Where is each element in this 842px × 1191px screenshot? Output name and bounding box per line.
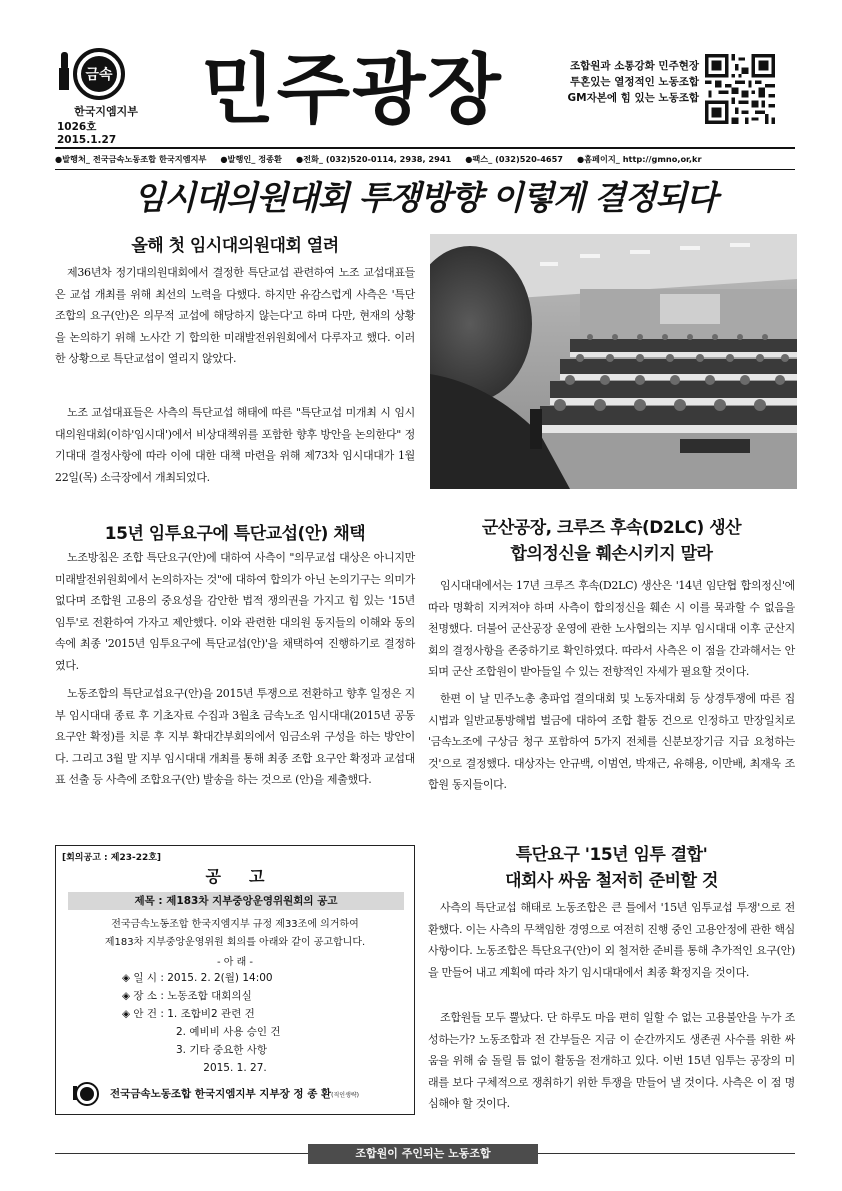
qr-code-icon [705, 54, 775, 124]
masthead [55, 45, 795, 148]
publisher: ●발행처_ 전국금속노동조합 한국지엠지부 [55, 153, 207, 164]
section-4-paragraph-2: 조합원들 모두 뿔났다. 단 하루도 마음 편히 일할 수 없는 고용불안을 누가 조성하는가? 노동조합과 전 간부들은 지금 이 순간까지도 생존권 사수를 위한 싸움을 위해 숨 돌릴 틈 없이 활동을 전개하고 있다. 이번 15년 임투는 공장의 미래를 보다 구체적으로 쟁취하기 위한 투쟁을 만들어 낼 것이다. 사측은 이 점 명심해야 할 것이다. [428, 1011, 795, 1110]
issuer: ●발행인_ 정종환 [220, 153, 282, 164]
notice-date: 2015. 1. 27. [203, 1062, 267, 1074]
union-seal-icon [70, 1082, 104, 1106]
publication-info-bar [55, 147, 795, 170]
section-1-paragraph-1: 제36년차 정기대의원대회에서 결정한 특단교섭 관련하여 노조 교섭대표들은 교섭 개최를 위해 최선의 노력을 다했다. 하지만 유감스럽게 사측은 '특단 조합의 요구(안)은 의무적 교섭에 해당하지 않는다'고 하며 다만, 현재의 상황을 논의하기 위해 노사간 기 합의한 미래발전위원회에서 다루자고 했다. 이러한 상황으로 특단교섭이 열리지 않았다. [55, 266, 415, 365]
assembly-meeting-photo [430, 234, 797, 489]
notice-agenda-2: 2. 예비비 사용 승인 건 [176, 1026, 281, 1038]
section-4-title [428, 842, 795, 894]
footer-slogan: 조합원이 주인되는 노동조합 [308, 1144, 538, 1164]
issue-number: 1026호 2015.1.27 [57, 121, 117, 146]
notice-reference: [회의공고 : 제23-22호] [62, 853, 162, 863]
section-3-paragraph-2: 한편 이 날 민주노총 총파업 결의대회 및 노동자대회 등 상경투쟁에 따른 집시법과 일반교통방해법 벌금에 대하여 조합 활동 건으로 인정하고 만장일치로 '금속노조에 구상금 청구 포함하여 5가지 전체를 신분보장기금 지급 요청하는 것'으로 결정했다. 대상자는 안규백, 이범연, 박재근, 유해용, 이만배, 최재욱 조합원 동지들이다. [428, 692, 795, 791]
notice-agenda-3: 3. 기타 중요한 사항 [176, 1044, 268, 1056]
meeting-notice-box [55, 845, 415, 1115]
section-4-paragraph-1: 사측의 특단교섭 해태로 노동조합은 큰 틀에서 '15년 임투교섭 투쟁'으로 전환했다. 이는 사측의 무책임한 경영으로 여전히 진행 중인 고용안정에 관한 핵심사항이다. 노동조합은 특단요구(안)이 외 철저한 준비를 통해 추가적인 요구(안)을 만들어 내고 계획에 따라 차기 임시대대에서 최종 확정지을 것이다. [428, 901, 795, 979]
phone: ●전화_ (032)520-0114, 2938, 2941 [295, 153, 452, 164]
notice-place-item: ◈ 장 소 : 노동조합 대회의실 [122, 990, 252, 1002]
notice-date-item: ◈ 일 시 : 2015. 2. 2(월) 14:00 [122, 972, 273, 984]
notice-signature-text: 전국금속노동조합 한국지엠지부 지부장 정 종 환 [110, 1088, 332, 1100]
union-logo [57, 48, 127, 100]
notice-title: 공고 [205, 867, 293, 886]
homepage-link[interactable]: ●홈페이지_ http://gmno,or,kr [576, 153, 702, 164]
newspaper-title-text: 민주광장 [201, 45, 503, 134]
notice-body-line-2: 제183차 지부중앙운영위원 회의를 아래와 같이 공고합니다. [104, 937, 366, 948]
section-4-title-line-1: 특단요구 '15년 임투 결합' [515, 845, 708, 865]
section-3-title-line-2: 합의정신을 훼손시키지 말라 [510, 544, 713, 564]
section-1-title: 올해 첫 임시대의원대회 열려 [131, 236, 339, 256]
newspaper-title [157, 42, 547, 138]
section-4-title-line-2: 대회사 싸움 철저히 준비할 것 [505, 871, 718, 891]
slogan-1: 조합원과 소통강화 민주현장 [569, 60, 699, 72]
notice-body-line-1: 전국금속노동조합 한국지엠지부 규정 제33조에 의거하여 [111, 919, 359, 930]
notice-separator: - 아 래 - [216, 957, 254, 968]
section-2-title: 15년 임투요구에 특단교섭(안) 채택 [104, 524, 366, 544]
notice-agenda-item: ◈ 안 건 : 1. 조합비2 관련 건 [122, 1008, 255, 1020]
slogan-2: 투혼있는 열정적인 노동조합 [569, 76, 699, 88]
section-3-title-line-1: 군산공장, 크루즈 후속(D2LC) 생산 [481, 518, 742, 538]
fax: ●팩스_ (032)520-4657 [465, 153, 563, 164]
section-3-paragraph-1: 임시대대에서는 17년 크루즈 후속(D2LC) 생산은 '14년 임단협 합의정신'에 따라 명확히 지켜져야 하며 사측이 합의정신을 훼손 시 이를 묵과할 수 없음을 천명했다. 더불어 군산공장 운영에 관한 노사협의는 지부 임시대대 이후 군산지회의 결정사항을 존중하기로 확인하였다. 따라서 사측은 이 점을 간과해서는 안 되며 군산 조합원이 받아들일 수 있는 전향적인 자세가 필요할 것이다. [428, 579, 795, 678]
section-2-paragraph-2: 노동조합의 특단교섭요구(안)을 2015년 투쟁으로 전환하고 향후 일정은 지부 임시대대 종료 후 기초자료 수집과 3월초 금속노조 임시대대(2015년 공동요구안 확정)를 치룬 후 지부 확대간부회의에서 임금소위 구성을 하는 방안이다. 그리고 3월 말 지부 임시대대 개최를 통해 최종 조합 요구안 확정과 교섭대표 선출 등 사측에 조합요구(안) 발송을 하는 것으로 (안)을 제출했다. [55, 687, 415, 786]
notice-signature-note: (직인생략) [331, 1092, 360, 1099]
notice-signature [110, 1082, 410, 1108]
slogans [539, 58, 699, 106]
notice-body [56, 916, 414, 952]
section-2-paragraph-1: 노조방침은 조합 특단요구(안)에 대하여 사측이 "의무교섭 대상은 아니지만 미래발전위원회에서 논의하자는 것"에 대하여 합의가 아닌 논의기구는 의미가 없다며 조합원 고용의 중요성을 감안한 법적 쟁의권을 가지고 힘 있는 '15년 임투'로 전환하여 가자고 제안했다. 이와 관련한 대의원 동지들의 이해와 동의 속에 최종 '2015년 임투요구에 특단교섭(안)'을 채택하여 진행하기로 결정하였다. [55, 551, 415, 672]
logo-text: 금속 [85, 67, 113, 83]
notice-subject: 제목 : 제183차 지부중앙운영위원회의 공고 [68, 892, 404, 910]
main-headline: 임시대의원대회 투쟁방향 이렇게 결정되다 [133, 178, 717, 217]
slogan-3: GM자본에 힘 있는 노동조합 [567, 92, 699, 104]
local-name: 한국지엠지부 [74, 105, 138, 118]
section-3-title [428, 515, 795, 567]
section-1-paragraph-2: 노조 교섭대표들은 사측의 특단교섭 해태에 따른 "특단교섭 미개최 시 임시대의원대회(이하'임시대')에서 비상대책위를 포함한 향후 방안을 논의한다" 정기대대 결정사항에 따라 이에 대한 대책 마련을 위해 제73차 임시대대가 1월 22일(목) 소극장에서 개최되었다. [55, 406, 415, 484]
